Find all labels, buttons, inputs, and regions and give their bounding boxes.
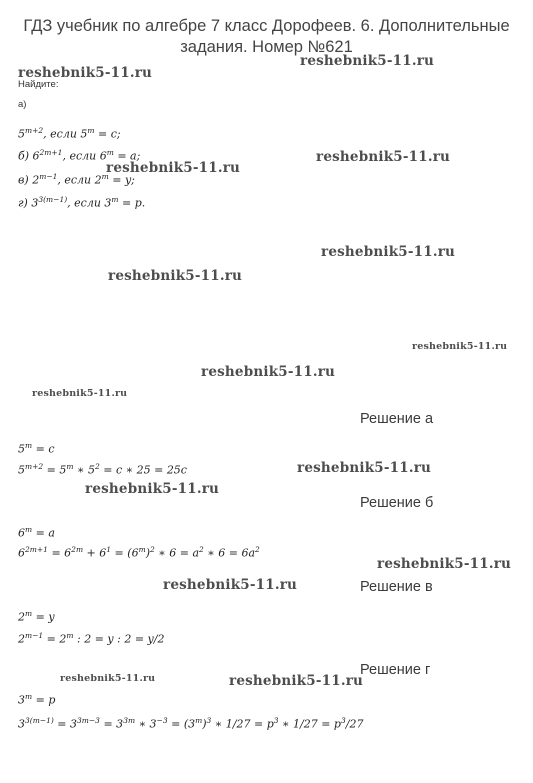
watermark: reshebnik5-11.ru <box>108 268 243 284</box>
watermark: reshebnik5-11.ru <box>32 388 128 399</box>
page-title-line-2: задания. Номер №621 <box>180 38 353 56</box>
watermark: reshebnik5-11.ru <box>321 244 456 260</box>
watermark: reshebnik5-11.ru <box>201 364 336 380</box>
watermark: reshebnik5-11.ru <box>60 673 156 684</box>
solution-a-line-2: $5^{m+2} = 5^m$ ∗ $5^2 = c$ ∗ 25 = 25c <box>18 462 187 477</box>
watermark: reshebnik5-11.ru <box>377 556 512 572</box>
solution-a-heading: Решение а <box>360 411 434 427</box>
page-title <box>10 16 523 58</box>
watermark: reshebnik5-11.ru <box>229 673 364 689</box>
watermark: reshebnik5-11.ru <box>85 481 220 497</box>
solution-g-line-1: $3^m = p$ <box>18 692 56 707</box>
solution-v-heading: Решение в <box>360 579 433 595</box>
solution-b-line-2: $6^{2m+1} = 6^{2m} + 6^1 = (6^m)^2$ ∗ $6 = a^2$ ∗ $6 = 6a^2$ <box>18 545 260 560</box>
solution-v-line-2: $2^{m-1} = 2^m$ : 2 = y : 2 = y/2 <box>18 631 165 646</box>
watermark: reshebnik5-11.ru <box>163 577 298 593</box>
task-a-label: а) <box>18 99 27 110</box>
page-title-line-1: ГДЗ учебник по алгебре 7 класс Дорофеев. 6. Дополнительные <box>23 17 510 35</box>
solution-g-heading: Решение г <box>360 662 431 678</box>
task-b-expression: б) $6^{2m+1}$, если $6^m = a$; <box>18 148 141 163</box>
solution-v-line-1: $2^m = y$ <box>18 609 55 624</box>
watermark: reshebnik5-11.ru <box>300 53 435 69</box>
task-g-expression: г) $3^{3(m-1)}$, если $3^m = p$. <box>18 195 146 210</box>
task-a-expression: $5^{m+2}$, если $5^m = c$; <box>18 126 121 141</box>
solution-b-line-1: $6^m = a$ <box>18 525 55 540</box>
task-intro: Найдите: <box>18 79 59 90</box>
watermark: reshebnik5-11.ru <box>316 149 451 165</box>
watermark: reshebnik5-11.ru <box>106 160 241 176</box>
solution-b-heading: Решение б <box>360 495 434 511</box>
solution-a-line-1: $5^m = c$ <box>18 441 55 456</box>
watermark: reshebnik5-11.ru <box>412 341 508 352</box>
solution-g-line-2: $3^{3(m-1)} = 3^{3m-3} = 3^{3m}$ ∗ $3^{-3} = (3^m)^3$ ∗ $1/27 = p^3$ ∗ $1/27 = p^3/27$ <box>18 716 364 731</box>
watermark: reshebnik5-11.ru <box>18 65 153 81</box>
task-v-expression: в) $2^{m-1}$, если $2^m = y$; <box>18 172 135 187</box>
watermark: reshebnik5-11.ru <box>297 460 432 476</box>
